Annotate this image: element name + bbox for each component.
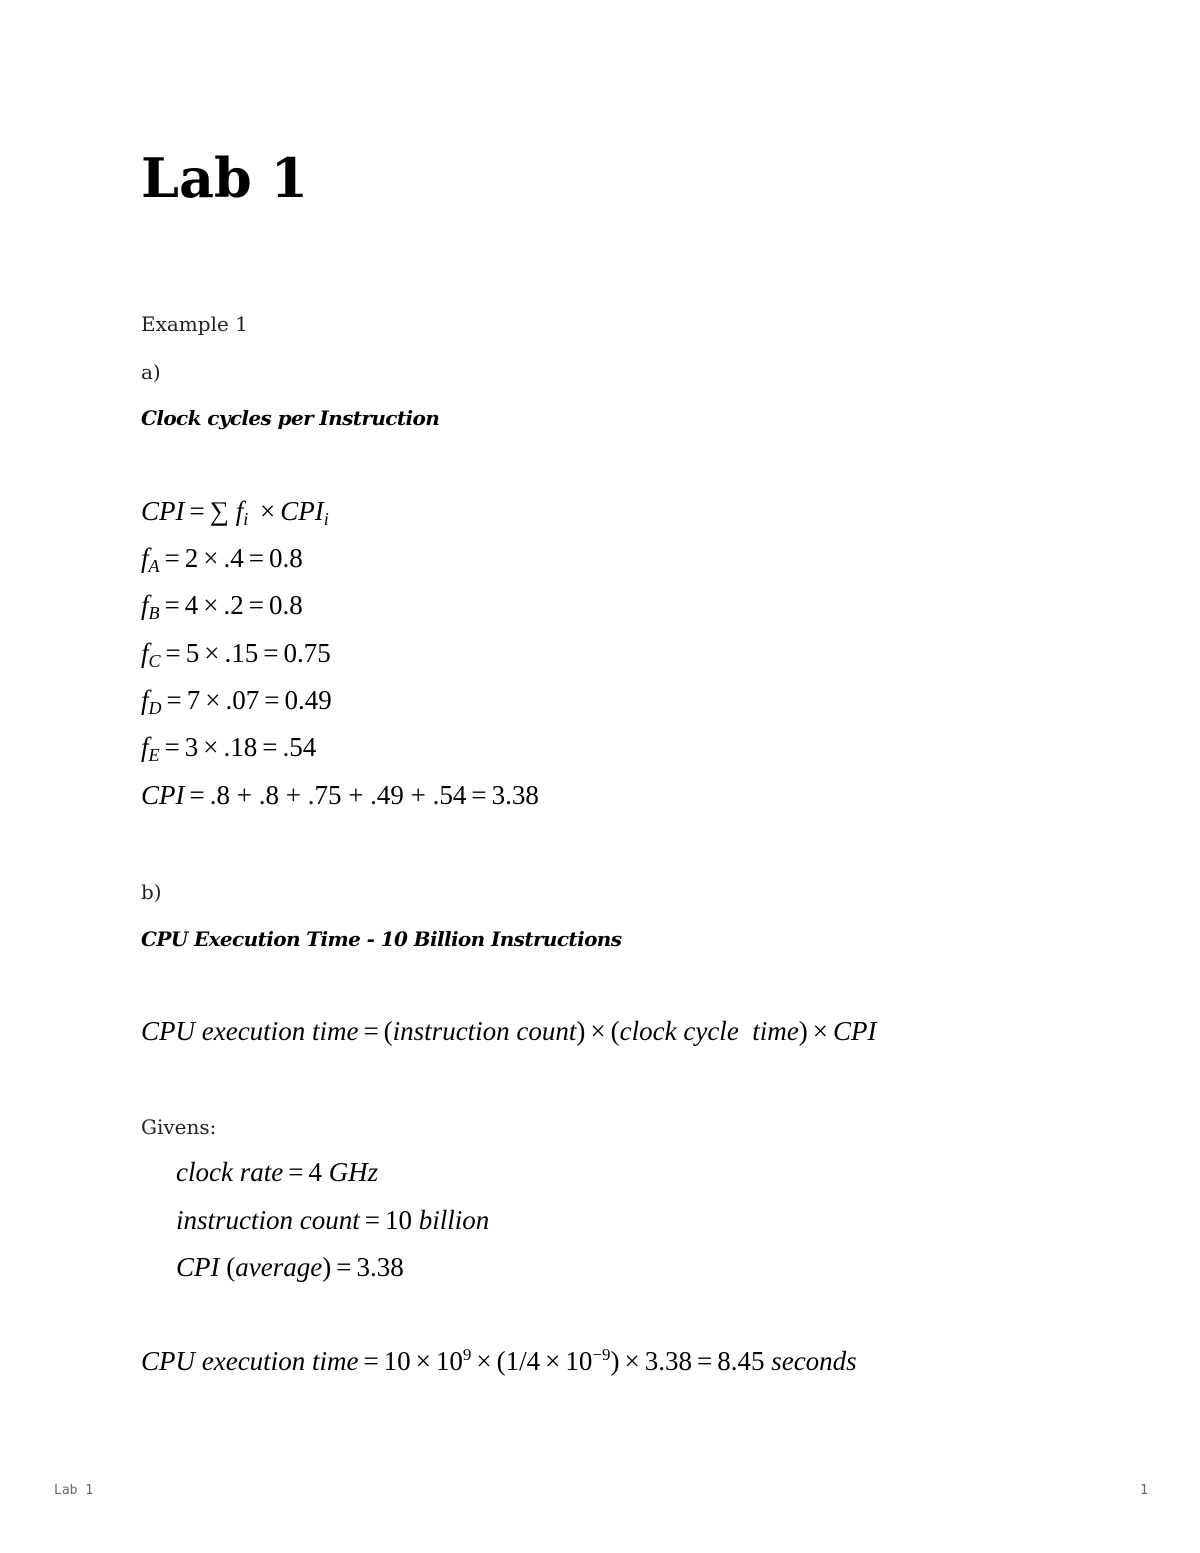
f-row-a: $f_A = 2 \times .4 = 0.8$: [141, 543, 303, 576]
part-a-heading: Clock cycles per Instruction: [141, 406, 440, 430]
f-row-d: $f_D = 7 \times .07 = 0.49$: [141, 685, 332, 718]
execution-time-formula: CPU execution time = (instruction count) × (clock cycle time) × CPI: [141, 1016, 877, 1046]
example-label: Example 1: [141, 312, 248, 336]
given-clock-rate: clock rate = 4 GHz: [176, 1157, 379, 1187]
f-symbol: f: [235, 496, 244, 526]
given-instruction-count: instruction count = 10 billion: [176, 1205, 490, 1235]
part-b-heading: CPU Execution Time - 10 Billion Instructions: [141, 927, 622, 951]
execution-time-result: CPU execution time = $10 \times 10^9 \times (1/4 \times 10^{-9}) \times 3.38 = 8.45$ seconds: [141, 1345, 857, 1376]
part-a-label: a): [141, 360, 161, 384]
givens-label: Givens:: [141, 1115, 217, 1139]
f-row-c: $f_C = 5 \times .15 = 0.75$: [141, 638, 331, 671]
cpi-total: CPI = .8 + .8 + .75 + .49 + .54 = 3.38: [141, 780, 539, 810]
given-cpi: CPI (average) = 3.38: [176, 1252, 404, 1282]
cpi-i-symbol: CPI: [280, 496, 324, 526]
page-number: 1: [1140, 1483, 1148, 1498]
f-row-e: $f_E = 3 \times .18 = .54$: [141, 732, 317, 765]
f-row-b: $f_B = 4 \times .2 = 0.8$: [141, 590, 303, 623]
footer-title: Lab 1: [54, 1483, 94, 1498]
cpi-formula: CPI = ∑ $f_i \times CPI_i$: [141, 496, 329, 529]
page-title: Lab 1: [141, 146, 309, 210]
part-b-label: b): [141, 880, 162, 904]
sum-symbol: ∑: [209, 496, 229, 526]
cpi-symbol: CPI: [141, 496, 185, 526]
